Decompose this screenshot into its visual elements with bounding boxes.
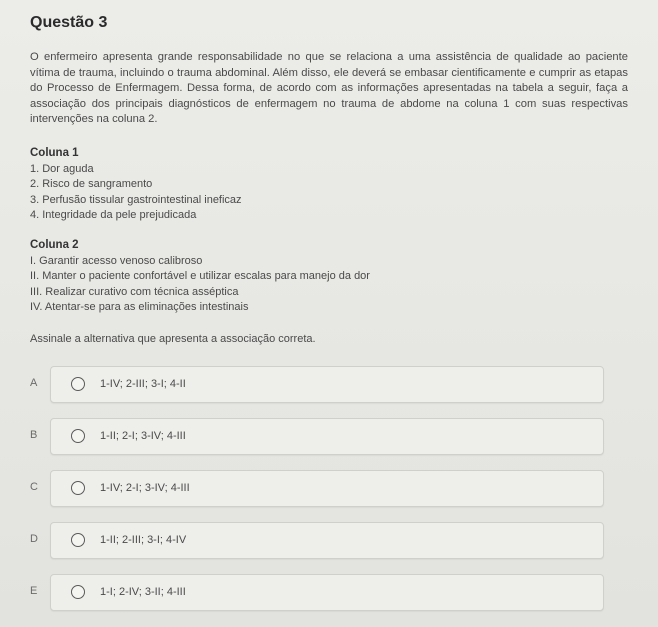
- option-letter: D: [30, 533, 38, 545]
- option-letter: C: [30, 481, 38, 493]
- column-2-item: III. Realizar curativo com técnica asséptica: [30, 285, 239, 298]
- option-letter: A: [30, 377, 38, 389]
- column-1-item: 2. Risco de sangramento: [30, 178, 153, 191]
- radio-button-icon[interactable]: [71, 481, 85, 495]
- option-box[interactable]: [50, 418, 604, 455]
- radio-button-icon[interactable]: [71, 533, 85, 547]
- column-2-heading: Coluna 2: [30, 239, 79, 251]
- option-text: 1-IV; 2-I; 3-IV; 4-III: [100, 482, 190, 494]
- option-d[interactable]: [30, 522, 605, 559]
- answer-options: [30, 366, 605, 626]
- option-letter: E: [30, 585, 38, 597]
- option-b[interactable]: [30, 418, 605, 455]
- column-1-item: 3. Perfusão tissular gastrointestinal ineficaz: [30, 193, 242, 206]
- option-box[interactable]: [50, 522, 604, 559]
- option-c[interactable]: [30, 470, 605, 507]
- option-letter: B: [30, 429, 38, 441]
- column-2-item: I. Garantir acesso venoso calibroso: [30, 254, 203, 267]
- option-a[interactable]: [30, 366, 605, 403]
- option-text: 1-IV; 2-III; 3-I; 4-II: [100, 378, 186, 390]
- option-box[interactable]: [50, 574, 604, 611]
- column-1-item: 1. Dor aguda: [30, 162, 94, 175]
- option-e[interactable]: [30, 574, 605, 611]
- column-1-heading: Coluna 1: [30, 147, 79, 159]
- radio-button-icon[interactable]: [71, 377, 85, 391]
- option-box[interactable]: [50, 366, 604, 403]
- radio-button-icon[interactable]: [71, 585, 85, 599]
- column-2-item: II. Manter o paciente confortável e utilizar escalas para manejo da dor: [30, 270, 370, 283]
- option-text: 1-II; 2-III; 3-I; 4-IV: [100, 534, 187, 546]
- column-2-item: IV. Atentar-se para as eliminações intestinais: [30, 301, 249, 314]
- option-text: 1-II; 2-I; 3-IV; 4-III: [100, 430, 186, 442]
- column-2: [30, 238, 370, 316]
- option-text: 1-I; 2-IV; 3-II; 4-III: [100, 586, 186, 598]
- column-1: [30, 146, 242, 224]
- radio-button-icon[interactable]: [71, 429, 85, 443]
- question-title: Questão 3: [30, 14, 108, 31]
- question-stem: O enfermeiro apresenta grande responsabilidade no que se relaciona a uma assistência de qualidade ao paciente vítima de trauma, incluindo o trauma abdominal. Além disso, ele deverá se embasar cientificamente e cumprir as etapas do Processo de Enfermagem. Dessa forma, de acordo com as informações apresentadas na tabela a seguir, faça a associação dos principais diagnósticos de enfermagem no trauma de abdome na coluna 1 com suas respectivas intervenções na coluna 2.: [30, 51, 628, 126]
- option-box[interactable]: [50, 470, 604, 507]
- column-1-item: 4. Integridade da pele prejudicada: [30, 209, 197, 222]
- question-instruction: Assinale a alternativa que apresenta a associação correta.: [30, 333, 316, 345]
